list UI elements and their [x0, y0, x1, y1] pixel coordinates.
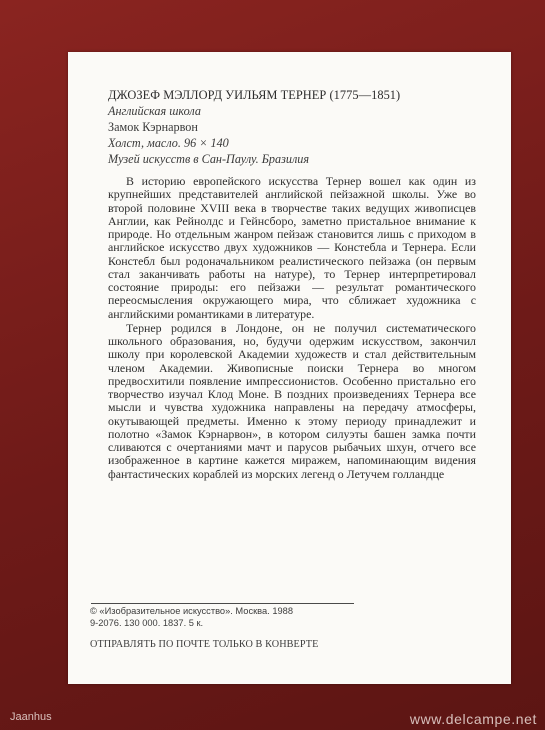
- print-info: 9-2076. 130 000. 1837. 5 к.: [90, 618, 204, 628]
- description-paragraph-2: Тернер родился в Лондоне, он не получил систематического школьного образования, но, будучи одержим искусством, закончил школу при королевской Академии художеств и стал действительным членом Академии. Живописные поиски Тернера во многом предвосхитили появление импрессионистов. Особенно пристально его творчество изучал Клод Моне. В поздних произведениях Тернера все мысли и чувства художника направлены на передачу атмосферы, окутывающей предметы. Именно к этому периоду принадлежит и полотно «Замок Кэрнарвон», в котором силуэты башен замка почти сливаются с очертаниями мачт и парусов рыбачьих шхун, отчего все изображенное в картине кажется миражем, напоминающим видения фантастических кораблей из морских легенд о Летучем голландце: [108, 320, 476, 481]
- copyright-line: © «Изобразительное искусство». Москва. 1988: [90, 606, 294, 616]
- description-paragraph-1: В историю европейского искусства Тернер вошел как один из крупнейших представителей английской пейзажной школы. Уже во второй половине XVIII века в творчестве таких ведущих живописцев Англии, как Рейнолдс и Гейнсборо, заметно пристальное внимание к природе. Но отдельным жанром пейзаж становится лишь с приходом в английское искусство двух художников — Констебла и Тернера. Если Констебл был родоначальником реалистического пейзажа (он первым стал заканчивать работы на натуре), то Тернер интерпретировал состояние природы: его пейзажи — результат романтического переосмысления окружающего мира, что сближает художника с английскими романтиками в литературе.: [108, 174, 476, 321]
- painting-title: Замок Кэрнарвон: [108, 120, 198, 134]
- postcard-back: [68, 52, 511, 684]
- mail-notice: ОТПРАВЛЯТЬ ПО ПОЧТЕ ТОЛЬКО В КОНВЕРТЕ: [90, 639, 319, 650]
- site-watermark: www.delcampe.net: [409, 711, 537, 727]
- seller-watermark: Jaanhus: [10, 711, 52, 723]
- footer-divider: [91, 603, 354, 604]
- description-text: [108, 175, 476, 481]
- museum-location: Музей искусств в Сан-Паулу. Бразилия: [108, 152, 310, 166]
- artist-heading: ДЖОЗЕФ МЭЛЛОРД УИЛЬЯМ ТЕРНЕР (1775—1851): [108, 88, 401, 102]
- painting-medium: Холст, масло. 96 × 140: [108, 136, 229, 150]
- art-school: Английская школа: [108, 104, 201, 118]
